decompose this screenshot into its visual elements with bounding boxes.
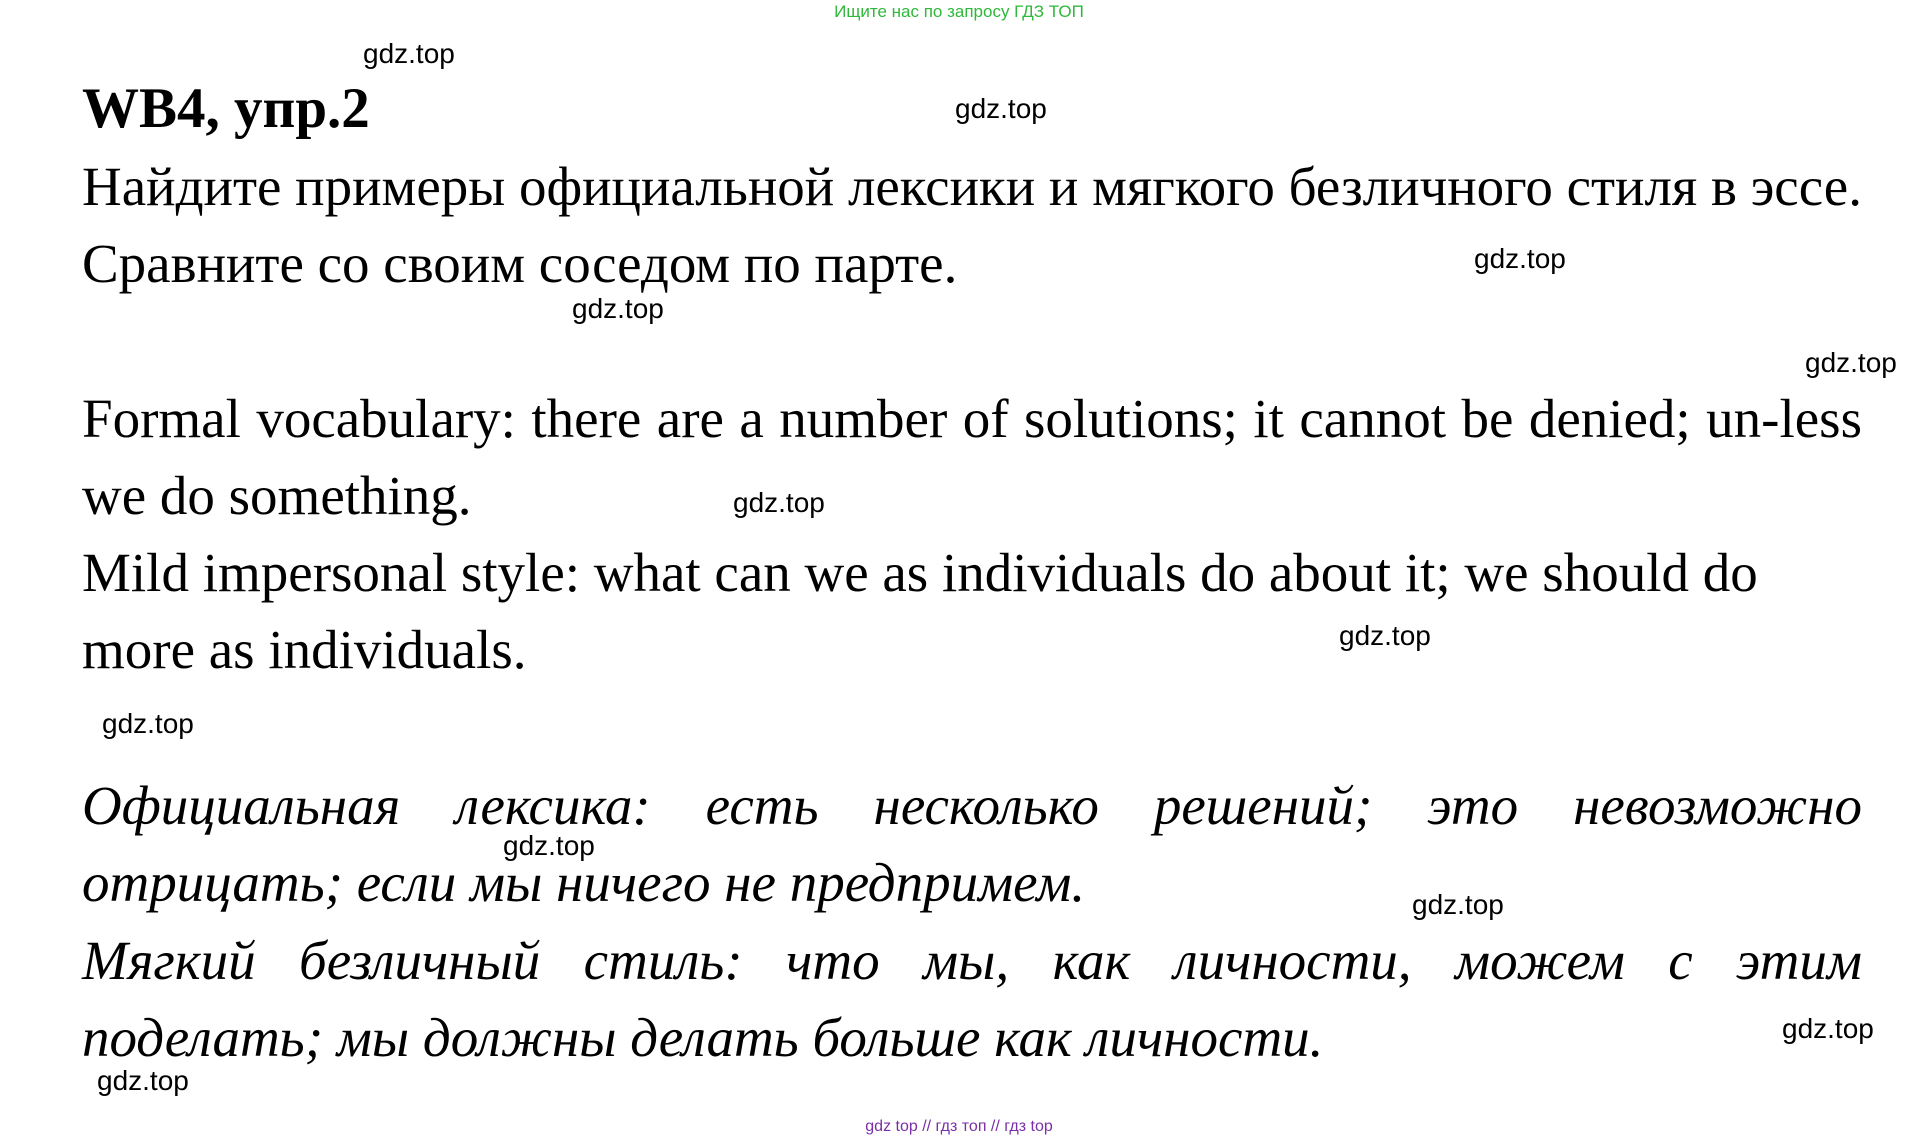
formal-vocabulary-en: Formal vocabulary: there are a number of solutions; it cannot be denied; un-less we do something. (82, 388, 1862, 526)
mild-impersonal-style-ru-line-2: поделать; мы должны делать больше как личности. (82, 1007, 1324, 1068)
watermark: gdz.top (1339, 620, 1431, 651)
formal-vocabulary-ru-line-2: отрицать; если мы ничего не предпримем. (82, 852, 1086, 913)
page-title: WB4, упр.2 (82, 77, 370, 140)
watermark: gdz.top (97, 1065, 189, 1096)
top-banner: Ищите нас по запросу ГДЗ ТОП (834, 2, 1084, 21)
mild-impersonal-style-ru-line-1: Мягкий безличный стиль: что мы, как личности, можем с этим (82, 930, 1862, 991)
watermark: gdz.top (503, 830, 595, 861)
watermark: gdz.top (733, 487, 825, 518)
watermark: gdz.top (1782, 1013, 1874, 1044)
watermark: gdz.top (572, 293, 664, 324)
watermark: gdz.top (102, 708, 194, 739)
watermark: gdz.top (1805, 347, 1897, 378)
formal-vocabulary-ru-line-1: Официальная лексика: есть несколько решений; это невозможно (82, 775, 1862, 836)
watermark: gdz.top (1412, 889, 1504, 920)
mild-impersonal-style-en: Mild impersonal style: what can we as individuals do about it; we should do more as individuals. (82, 542, 1758, 680)
footer-links: gdz top // гдз топ // гдз top (865, 1118, 1053, 1135)
watermark: gdz.top (1474, 243, 1566, 274)
watermark: gdz.top (955, 93, 1047, 124)
task-instruction: Найдите примеры официальной лексики и мягкого безличного стиля в эссе. Сравните со своим соседом по парте. (82, 156, 1862, 294)
watermark: gdz.top (363, 38, 455, 69)
